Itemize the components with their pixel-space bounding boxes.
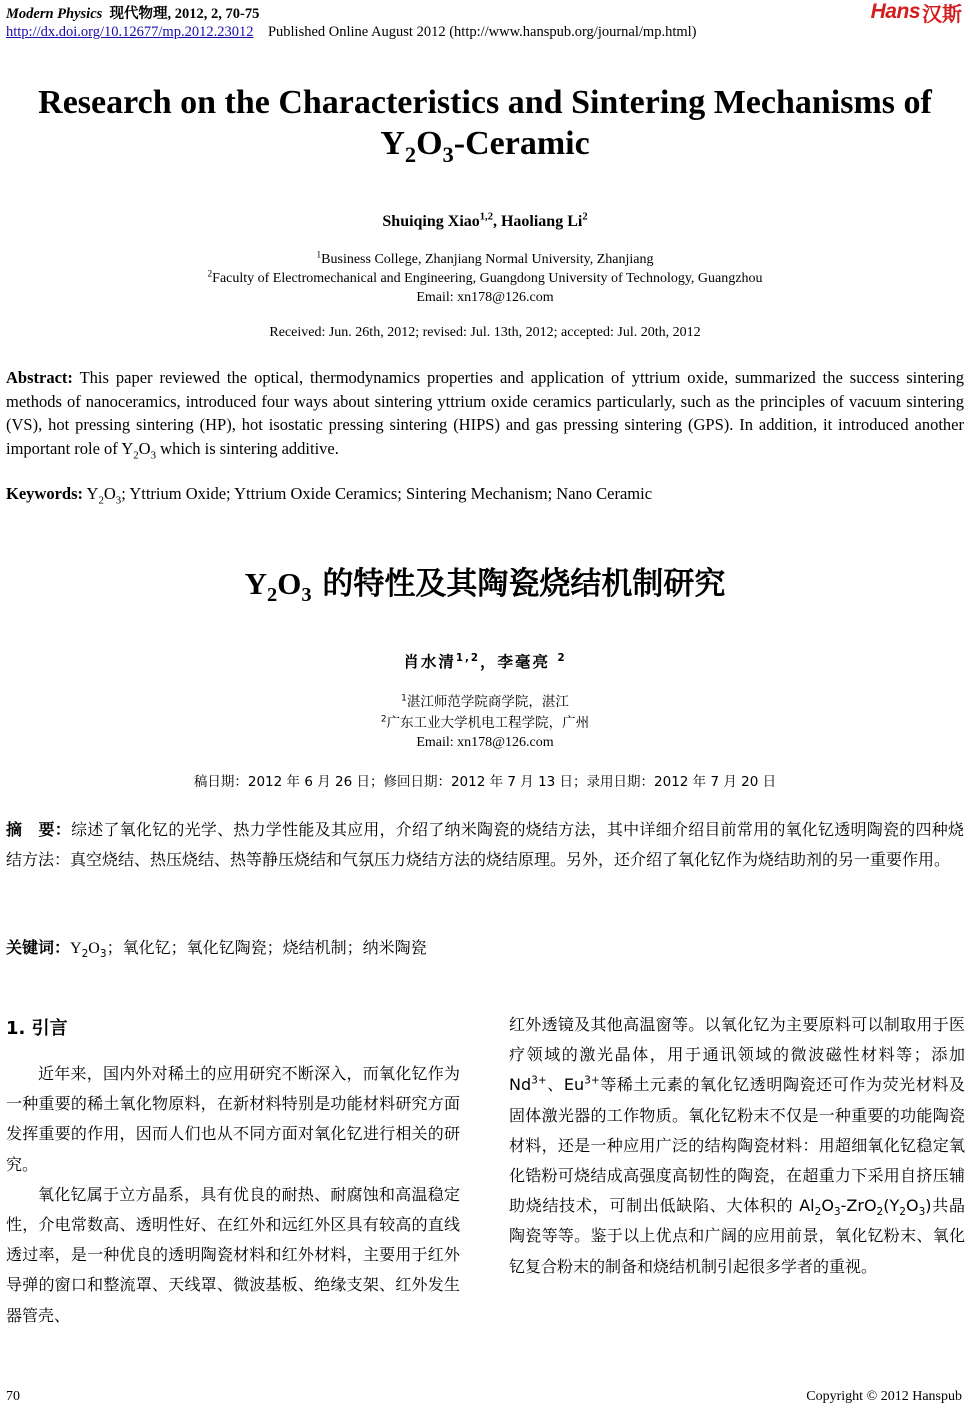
title-line-1: Research on the Characteristics and Sintering Mechanisms of xyxy=(38,84,932,121)
paper-title-cn: $Y_2O_3$ 的特性及其陶瓷烧结机制研究 xyxy=(244,566,726,607)
authors-cn: 肖水清$^{1,2}$，李毫亮 $^2$ xyxy=(403,652,567,671)
authors-en: Shuiqing Xiao$^{1,2}$, Haoliang Li$^2$ xyxy=(382,211,588,230)
affiliation-en-1: $^1$Business College, Zhanjiang Normal University, Zhanjiang xyxy=(316,249,654,267)
hans-logo xyxy=(871,0,962,24)
keywords-cn-label: 关键词： xyxy=(6,938,71,957)
abstract-label: Abstract: xyxy=(6,368,73,387)
keywords-label: Keywords: xyxy=(6,484,83,503)
section-title-intro: 1. 引言 xyxy=(6,1018,68,1039)
copyright: Copyright © 2012 Hanspub xyxy=(806,1389,962,1404)
intro-paragraph-2-cont: 红外透镜及其他高温窗等。以氧化钇为主要原料可以制取用于医疗领域的激光晶体，用于通讯领域的微波磁性材料等；添加 $Nd^{3+}$、$Eu^{3+}$等稀土元素的氧化钇透明陶瓷还可作为荧光材料及固体激光器的工作物质。氧化钇粉末不仅是一种重要的功能陶瓷材料，还是一种应用广泛的结构陶瓷材料：用超细氧化钇稳定氧化锆粉可烧结成高强度高韧性的陶瓷，在超重力下采用自挤压辅助烧结技术，可制出低缺陷、大体积的 $Al_2O_3-ZrO_2(Y_2O_3)$共晶陶瓷等等。鉴于以上优点和广阔的应用前景，氧化钇粉末、氧化钇复合粉末的制备和烧结机制引起很多学者的重视。 xyxy=(509,1015,965,1276)
logo-cn: 汉斯 xyxy=(922,1,962,26)
keywords-cn: 关键词：$Y_2O_3$；氧化钇；氧化钇陶瓷；烧结机制；纳米陶瓷 xyxy=(6,938,427,961)
abstract-en: Abstract: This paper reviewed the optical, thermodynamics properties and application of yttrium oxide, summarized the success sintering methods of nanoceramics, introduced four ways about sintering yttrium oxide ceramics particularly, such as the principles of vacuum sintering (VS), hot pressing sintering (HP), hot isostatic pressing sintering (HIPS) and gas pressing sintering (GPS). In addition, it introduced another important role of $Y_2O_3$ which is sintering additive. xyxy=(6,368,964,461)
intro-paragraph-2: 氧化钇属于立方晶系，具有优良的耐热、耐腐蚀和高温稳定性，介电常数高、透明性好、在红外和远红外区具有较高的直线透过率，是一种优良的透明陶瓷材料和红外材料，主要用于红外导弹的窗口和整流罩、天线罩、微波基板、绝缘支架、红外发生器管壳、 xyxy=(6,1184,460,1325)
doi-link[interactable]: http://dx.doi.org/10.12677/mp.2012.23012 xyxy=(6,24,254,40)
affiliation-en-2: $^2$Faculty of Electromechanical and Engineering, Guangdong University of Technology, Guangzhou xyxy=(207,268,763,286)
journal-info: 现代物理, 2012, 2, 70-75 xyxy=(109,6,260,22)
received-dates-en: Received: Jun. 26th, 2012; revised: Jul. 13th, 2012; accepted: Jul. 20th, 2012 xyxy=(269,325,701,340)
page-number: 70 xyxy=(6,1389,20,1404)
body-column-left xyxy=(6,1059,460,1331)
affiliation-cn-1: $^1$湛江师范学院商学院，湛江 xyxy=(401,693,569,710)
doi-line xyxy=(6,24,697,41)
intro-paragraph-1: 近年来，国内外对稀土的应用研究不断深入，而氧化钇作为一种重要的稀土氧化物原料，在新材料特别是功能材料研究方面发挥重要的作用，因而人们也从不同方面对氧化钇进行相关的研究。 xyxy=(6,1064,460,1174)
paper-title-en xyxy=(0,82,970,167)
dates-cn: 稿日期：2012 年 6 月 26 日；修回日期：2012 年 7 月 13 日；录用日期：2012 年 7 月 20 日 xyxy=(193,774,777,790)
email-cn: Email: xn178@126.com xyxy=(416,735,554,750)
logo-latin: Hans xyxy=(870,0,920,23)
abstract-cn: 摘 要：综述了氧化钇的光学、热力学性能及其应用，介绍了纳米陶瓷的烧结方法，其中详细介绍目前常用的氧化钇透明陶瓷的四种烧结方法：真空烧结、热压烧结、热等静压烧结和气氛压力烧结方法的烧结原理。另外，还介绍了氧化钇作为烧结助剂的另一重要作用。 xyxy=(6,820,964,869)
abstract-cn-label: 摘 要： xyxy=(6,820,71,839)
body-column-right xyxy=(509,1010,965,1282)
journal-name: Modern Physics xyxy=(6,6,103,22)
journal-header xyxy=(6,2,259,23)
keywords-en: Keywords: $Y_2O_3$; Yttrium Oxide; Yttrium Oxide Ceramics; Sintering Mechanism; Nano Ceramic xyxy=(6,484,653,507)
affiliation-cn-2: $^2$广东工业大学机电工程学院，广州 xyxy=(380,714,590,731)
published-info: Published Online August 2012 (http://www.hanspub.org/journal/mp.html) xyxy=(267,24,697,40)
title-line-2: $Y_2O_3$-Ceramic xyxy=(380,125,590,167)
email-en: Email: xn178@126.com xyxy=(416,290,554,305)
